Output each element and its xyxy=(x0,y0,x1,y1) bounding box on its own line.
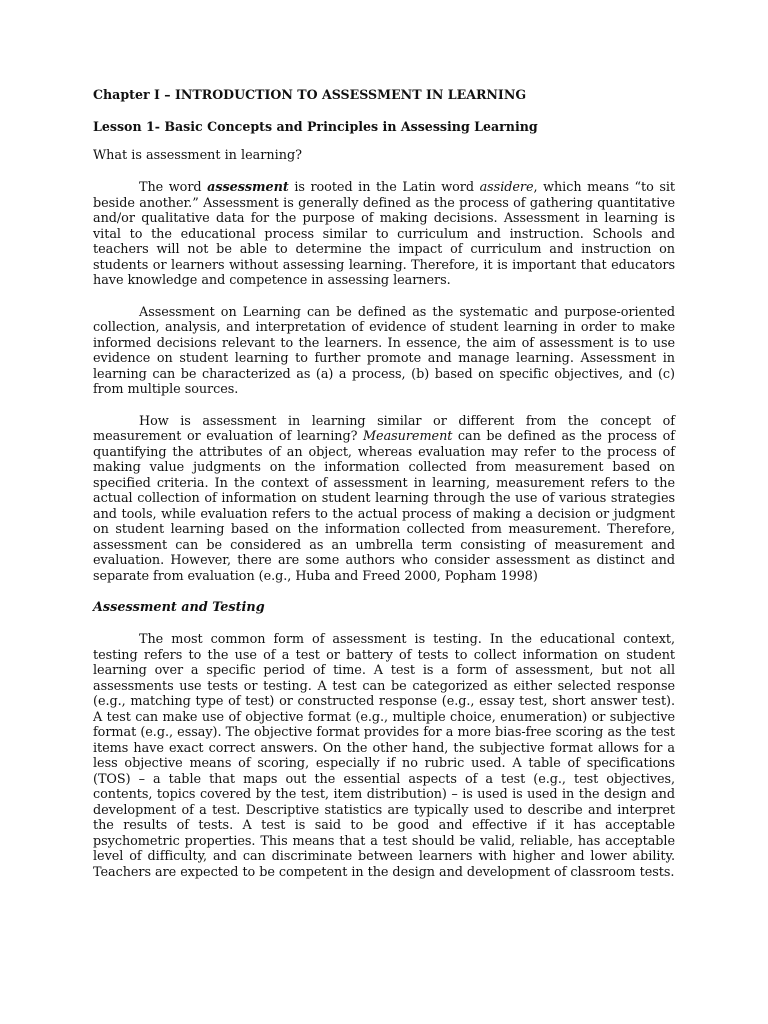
paragraph-assessment-on-learning: Assessment on Learning can be defined as the systematic and purpose-oriented collection, analysis, and interpretation of evidence of student learning in order to make informed decisions relevant to the learners. In essence, the aim of assessment is to use evidence on student learning to further promote and manage learning. Assessment in learning can be characterized as (a) a process, (b) based on specific objectives, and (c) from multiple sources. xyxy=(93,304,675,397)
section-title-assessment-testing: Assessment and Testing xyxy=(93,600,265,615)
p1-mid: is rooted in the Latin word xyxy=(288,180,480,195)
paragraph-assessment-definition xyxy=(93,180,675,289)
term-assessment: assessment xyxy=(207,180,289,195)
paragraph-testing: The most common form of assessment is testing. In the educational context, testing refers to the use of a test or battery of tests to collect information on student learning over a specific period of time. A test is a form of assessment, but not all assessments use tests or testing. A test can be categorized as either selected response (e.g., matching type of test) or constructed response (e.g., essay test, short answer test). A test can make use of objective format (e.g., multiple choice, enumeration) or subjective format (e.g., essay). The objective format provides for a more bias-free scoring as the test items have exact correct answers. On the other hand, the subjective format allows for a less objective means of scoring, especially if no rubric used. A table of specifications (TOS) – a table that maps out the essential aspects of a test (e.g., test objectives, contents, topics covered by the test, item distribution) – is used is used in the design and development of a test. Descriptive statistics are typically used to describe and interpret the results of tests. A test is said to be good and effective if it has acceptable psychometric properties. This means that a test should be valid, reliable, has acceptable level of difficulty, and can discriminate between learners with higher and lower ability. Teachers are expected to be competent in the design and development of classroom tests. xyxy=(93,632,675,880)
lesson-title: Lesson 1- Basic Concepts and Principles in Assessing Learning xyxy=(93,119,538,134)
p3-pre: How is assessment in learning similar or different from the concept of measurement or evaluation of learning? xyxy=(93,413,675,444)
paragraph-measurement-evaluation xyxy=(93,414,675,585)
lesson-question: What is assessment in learning? xyxy=(93,148,303,163)
chapter-title: Chapter I – INTRODUCTION TO ASSESSMENT IN LEARNING xyxy=(93,87,527,102)
term-assidere: assidere xyxy=(479,180,534,195)
p1-post: , which means “to sit beside another.” Assessment is generally defined as the process of gathering quantitative and/or qualitative data for the purpose of making decisions. Assessment in learning is vital to the educational process similar to curriculum and instruction. Schools and teachers will not be able to determine the impact of curriculum and instruction on students or learners without assessing learning. Therefore, it is important that educators have knowledge and competence in assessing learners. xyxy=(93,180,676,288)
document-page xyxy=(93,86,675,896)
p1-pre: The word xyxy=(139,180,208,195)
term-measurement: Measurement xyxy=(363,429,453,444)
p3-post: can be defined as the process of quantifying the attributes of an object, whereas evaluation may refer to the process of making value judgments on the information collected from measurement based on specified criteria. In the context of assessment in learning, measurement refers to the actual collection of information on student learning through the use of various strategies and tools, while evaluation refers to the actual process of making a decision or judgment on student learning based on the information collected from measurement. Therefore, assessment can be considered as an umbrella term consisting of measurement and evaluation. However, there are some authors who consider assessment as distinct and separate from evaluation (e.g., Huba and Freed 2000, Popham 1998) xyxy=(93,429,675,584)
